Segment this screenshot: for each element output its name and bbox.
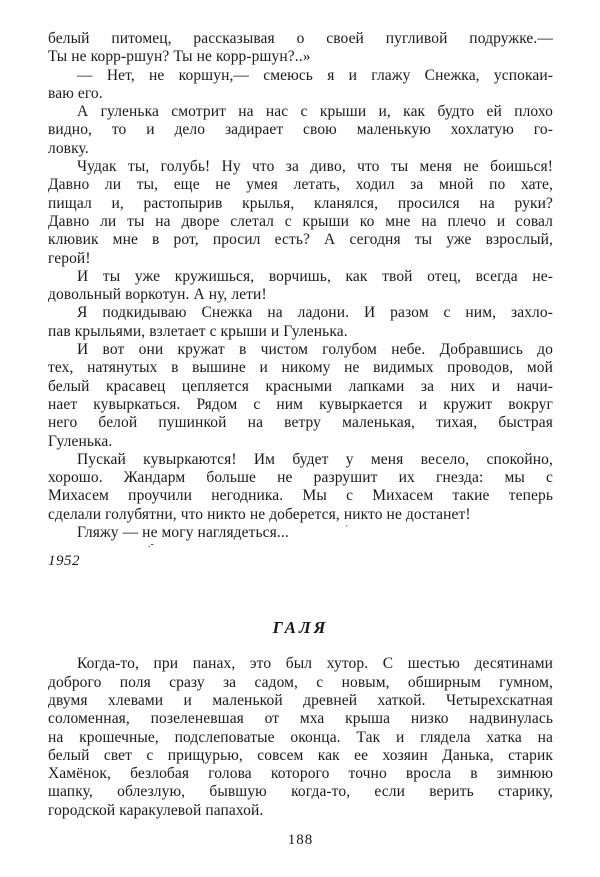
paragraph <box>48 341 553 451</box>
paragraph <box>48 304 553 341</box>
paragraph <box>48 268 553 305</box>
paragraph <box>48 451 553 524</box>
text-line: довольный воркотун. А ну, лети! <box>48 286 267 304</box>
text-line: И вот они кружат в чистом голубом небе. Добравшись до <box>77 341 553 359</box>
text-column <box>48 30 553 849</box>
text-line: Гляжу — не могу наглядеться... <box>77 524 289 542</box>
text-line: доброго поля сразу за садом, с новым, обширным гумном, <box>48 673 553 691</box>
story-end-text <box>48 30 553 542</box>
text-line: соломенная, позеленевшая от мха крыша низко надвинулась <box>48 710 553 728</box>
paragraph <box>48 524 553 542</box>
text-line: Хамёнок, безлобая голова которого точно вросла в зимнюю <box>48 765 553 783</box>
text-line: ваю его. <box>48 84 103 102</box>
story-date: 1952 <box>48 553 80 570</box>
paragraph <box>48 103 553 158</box>
text-line: хорошо. Жандарм больше не разрушит их гнезда: мы с <box>48 469 553 487</box>
text-line: шапку, облезлую, бывшую когда-то, если верить старику, <box>48 783 553 801</box>
text-line: Чудак ты, голубь! Ну что за диво, что ты меня не боишься! <box>77 158 553 176</box>
text-line: пищал и, растопырив крылья, кланялся, просился на руки? <box>48 194 553 212</box>
scan-artifact: .- <box>148 539 154 550</box>
text-line: ловку. <box>48 139 89 157</box>
scan-artifact: ` <box>342 523 349 536</box>
text-line: клювик мне в рот, просил есть? А сегодня ты уже взрослый, <box>48 231 553 249</box>
page-number: 188 <box>287 831 314 848</box>
text-line: Гуленька. <box>48 432 113 450</box>
paragraph <box>48 158 553 268</box>
text-line: видно, то и дело задирает свою маленькую хохлатую го- <box>48 121 553 139</box>
paragraph <box>48 67 553 104</box>
paragraph <box>48 655 553 820</box>
text-line: белый красавец цепляется красными лапками за них и начи- <box>48 377 553 395</box>
text-line: него белой пушинкой на ветру маленькая, тихая, быстрая <box>48 414 553 432</box>
text-line: — Нет, не коршун,— смеюсь я и глажу Снежка, успокаи- <box>77 66 553 84</box>
text-line: И ты уже кружишься, ворчишь, как твой отец, всегда не- <box>77 267 553 285</box>
spacer <box>48 639 553 655</box>
text-line: Пускай кувыркаются! Им будет у меня весело, спокойно, <box>77 450 553 468</box>
text-line: А гуленька смотрит на нас с крыши и, как будто ей плохо <box>77 103 553 121</box>
text-line: на крошечные, подслеповатые оконца. Так и глядела хатка на <box>48 728 553 746</box>
story-title: ГАЛЯ <box>272 618 329 638</box>
text-line: Ты не корр-ршун? Ты не корр-ршун?..» <box>48 48 311 66</box>
next-story-text <box>48 655 553 820</box>
text-line: белый питомец, рассказывая о своей пугливой подружке.— <box>48 30 553 47</box>
text-line: Я подкидываю Снежка на ладони. И разом с ним, захло- <box>77 304 553 322</box>
text-line: пав крыльями, взлетает с крыши и Гуленька. <box>48 322 348 340</box>
text-line: тех, натянутых в вышине и никому не видимых проводов, мой <box>48 359 553 377</box>
text-line: Давно ли ты, еще не умея летать, ходил за мной по хате, <box>48 176 553 194</box>
text-line: нает кувыркаться. Рядом с ним кувыркается и кружит вокруг <box>48 395 553 413</box>
text-line: двумя хлевами и маленькой древней хаткой. Четырехскатная <box>48 691 553 709</box>
text-line: Давно ли ты на дворе слетал с крыши ко мне на плечо и совал <box>48 212 553 230</box>
text-line: городской каракулевой папахой. <box>48 801 264 819</box>
text-line: Михасем проучили негодника. Мы с Михасем такие теперь <box>48 487 553 505</box>
text-line: сделали голубятни, что никто не доберется, никто не достанет! <box>48 505 471 523</box>
text-line: белый свет с прищурью, совсем как ее хозяин Данька, старик <box>48 746 553 764</box>
text-line: Когда-то, при панах, это был хутор. С шестью десятинами <box>77 655 553 673</box>
text-line: герой! <box>48 249 91 267</box>
paragraph <box>48 30 553 67</box>
